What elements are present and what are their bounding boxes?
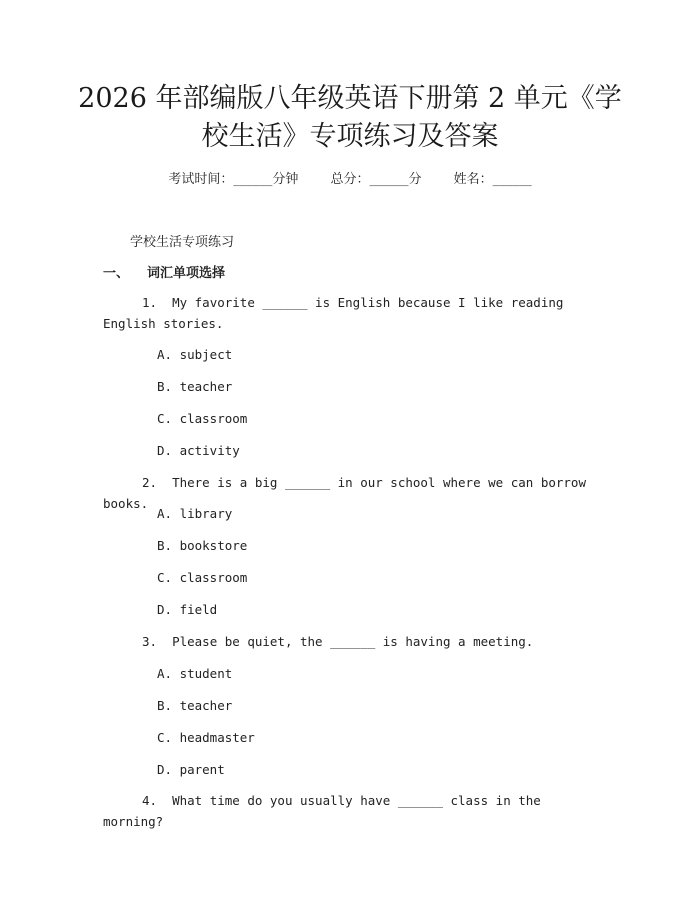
option-c: C. classroom [157, 570, 248, 585]
option-a: A. library [157, 506, 233, 521]
question-text: What time do you usually have ______ class in the morning? [103, 793, 549, 829]
question-number: 1. [141, 295, 157, 310]
document-title [60, 80, 640, 156]
part-number: 一、 [103, 266, 130, 281]
question-number: 3. [141, 634, 157, 649]
question-number: 4. [141, 793, 157, 808]
question-text: Please be quiet, the ______ is having a meeting. [172, 634, 534, 649]
question-text: My favorite ______ is English because I like reading English stories. [103, 295, 571, 331]
student-name-field: 姓名：______ [453, 172, 532, 187]
question-1 [103, 292, 603, 334]
option-b: B. teacher [157, 698, 233, 713]
option-b: B. bookstore [157, 538, 248, 553]
option-a: A. subject [157, 347, 233, 362]
option-d: D. parent [157, 762, 225, 777]
title-line-1: 2026 年部编版八年级英语下册第 2 单元《学 [78, 83, 622, 114]
option-c: C. headmaster [157, 730, 255, 745]
exam-time-field: 考试时间：______分钟 [168, 172, 299, 187]
question-number: 2. [141, 475, 157, 490]
question-4 [103, 790, 603, 832]
option-a: A. student [157, 666, 233, 681]
part-heading [103, 262, 225, 281]
total-score-field: 总分：______分 [330, 172, 422, 187]
option-c: C. classroom [157, 411, 248, 426]
question-text: There is a big ______ in our school where we can borrow books. [103, 475, 594, 511]
question-3 [103, 631, 603, 652]
exam-meta [0, 168, 700, 187]
section-title: 学校生活专项练习 [130, 235, 235, 250]
option-d: D. activity [157, 443, 240, 458]
title-line-2: 校生活》专项练习及答案 [201, 121, 499, 152]
option-b: B. teacher [157, 379, 233, 394]
part-title: 词汇单项选择 [147, 266, 226, 281]
option-d: D. field [157, 602, 218, 617]
